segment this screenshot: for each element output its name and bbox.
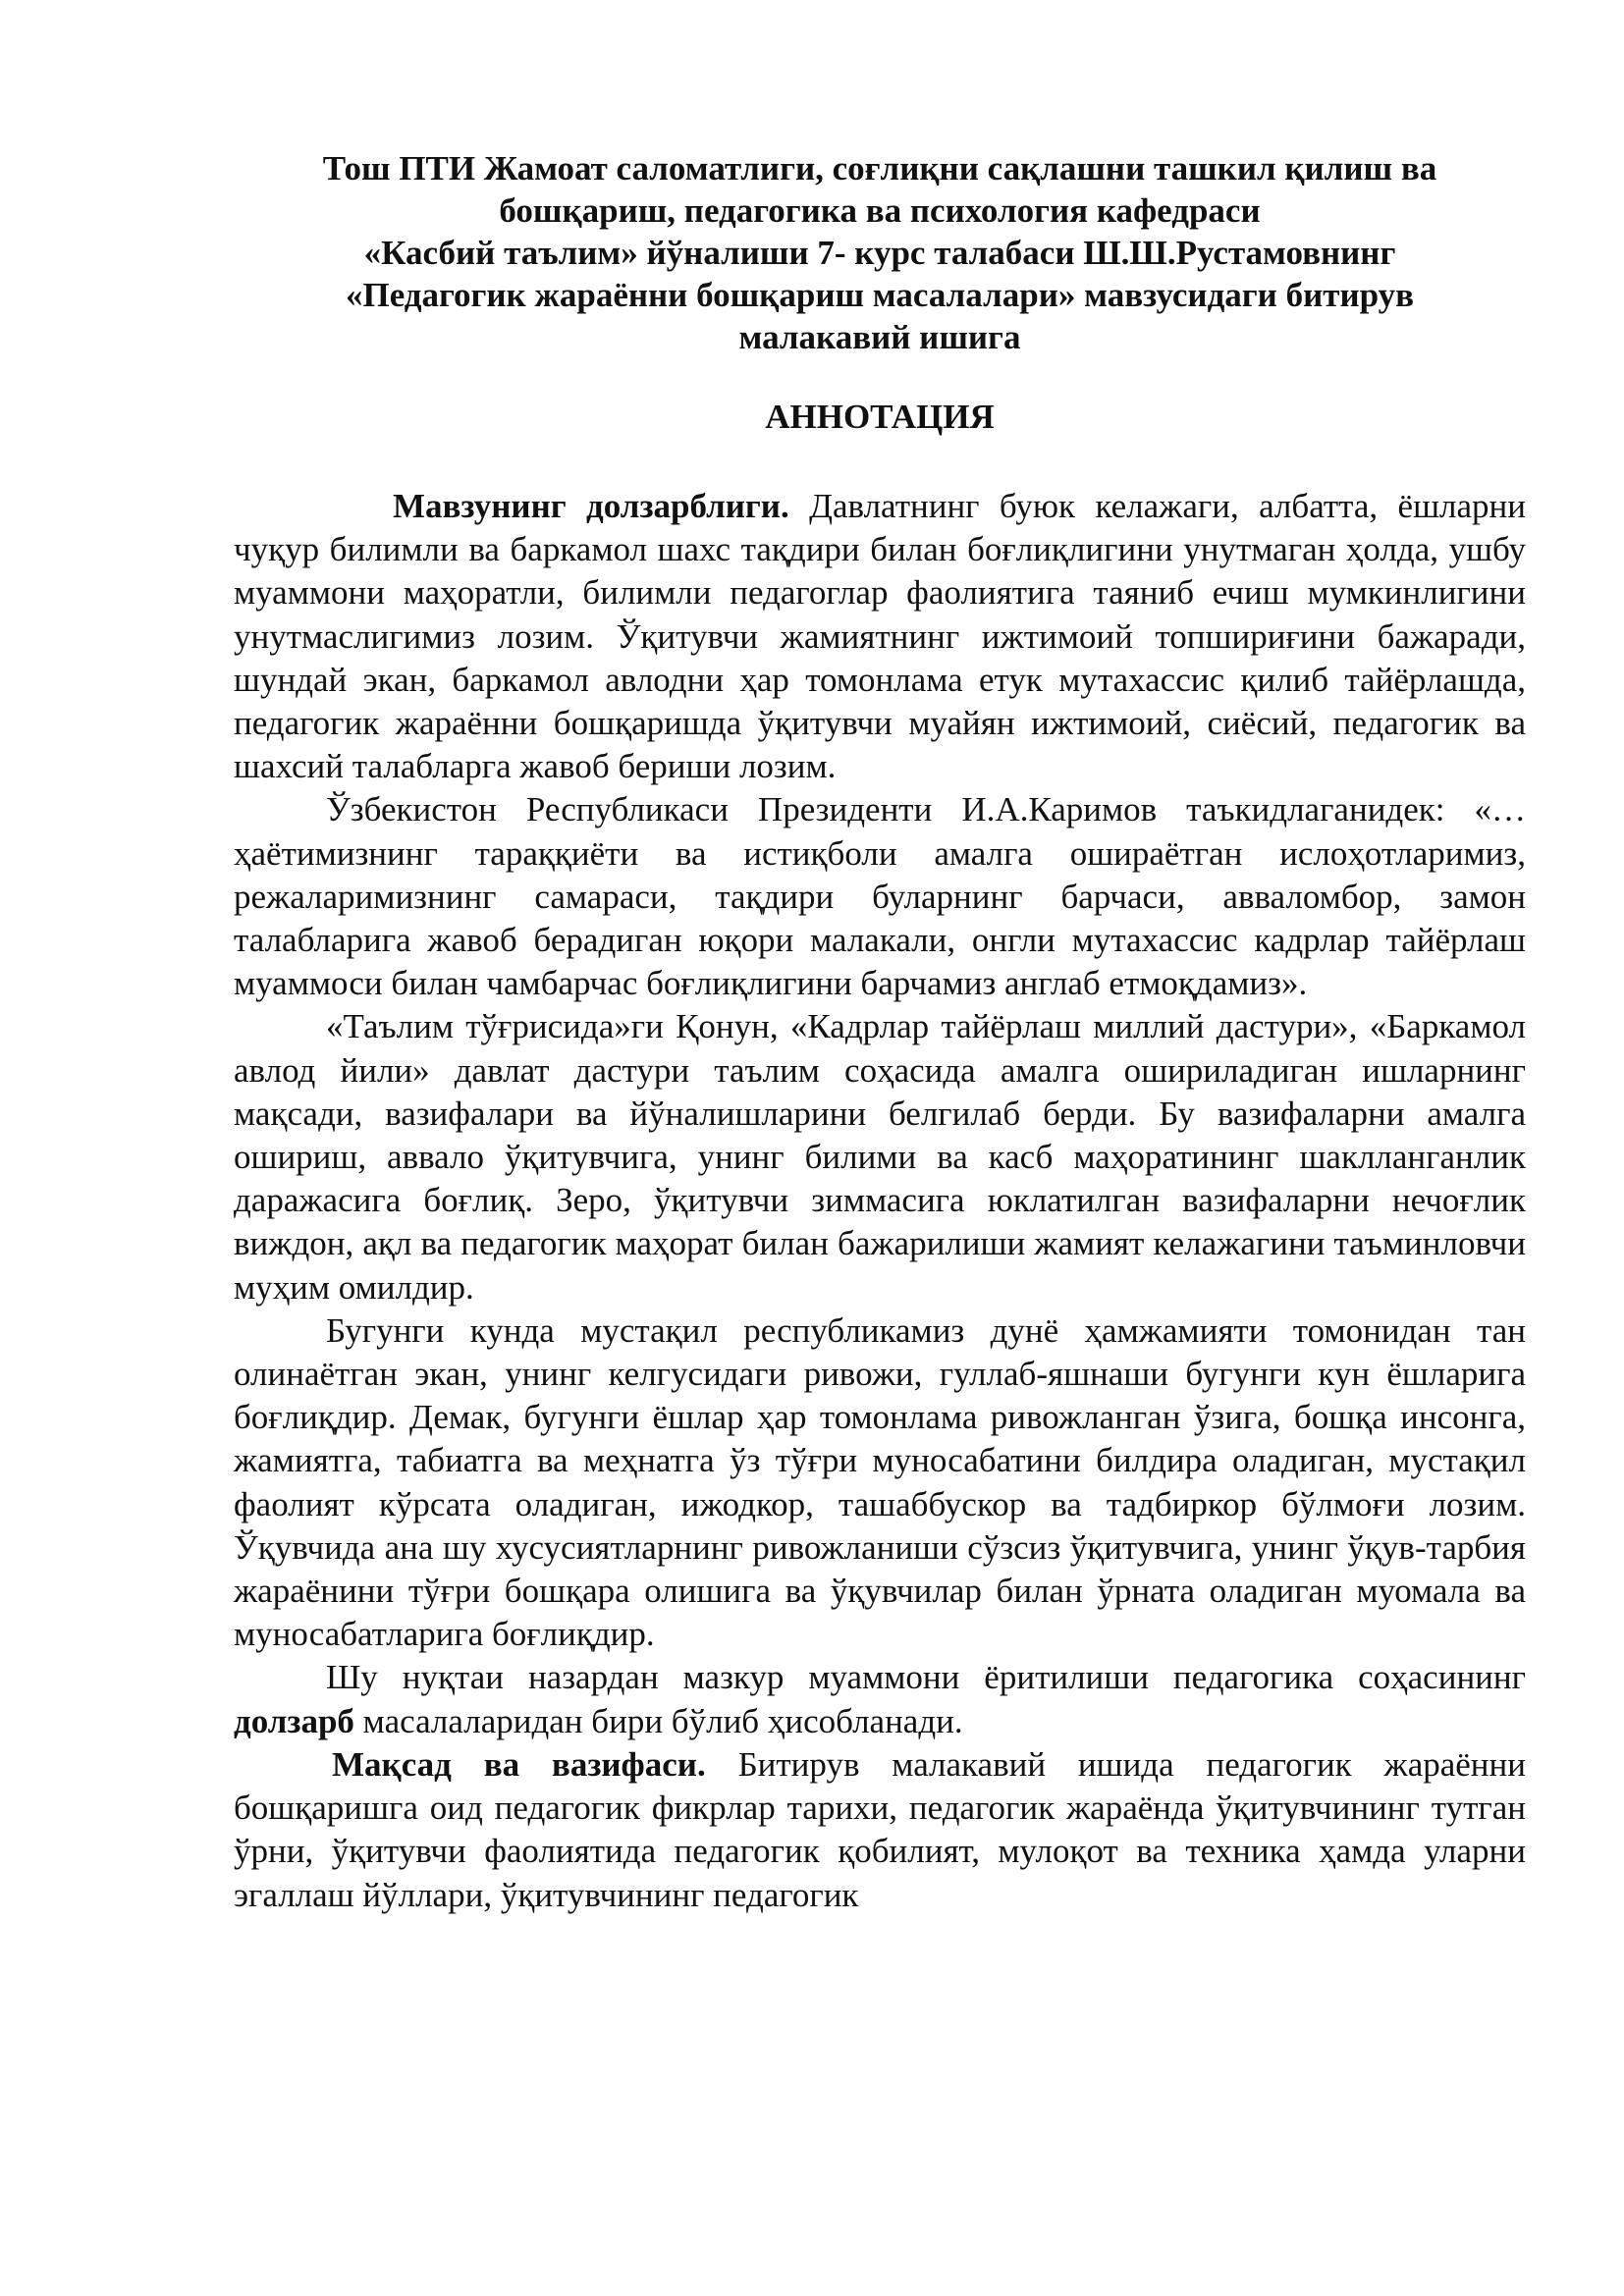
document-body — [234, 485, 1526, 1917]
paragraph-youth: Бугунги кунда мустақил республикамиз дунё ҳамжамияти томонидан тан олинаётган экан, унинг келгусидаги ривожи, гуллаб-яшнаши бугунги кун ёшларига боғлиқдир. Демак, бугунги ёшлар ҳар томонлама ривожланган ўзига, бошқа инсонга, жамиятга, табиатга ва меҳнатга ўз тўғри муносабатини билдира оладиган, мустақил фаолият кўрсата оладиган, ижодкор, ташаббускор ва тадбиркор бўлмоғи лозим. Ўқувчида ана шу хусусиятларнинг ривожланиши сўзсиз ўқитувчига, унинг ўқув-тарбия жараёнини тўғри бошқара олишига ва ўқувчилар билан ўрната оладиган муомала ва муносабатларига боғлиқдир. — [234, 1310, 1526, 1654]
header-line: Тош ПТИ Жамоат саломатлиги, соғлиқни сақлашни ташкил қилиш ва — [322, 149, 1437, 187]
paragraph-text: масалаларидан бири бўлиб ҳисобланади. — [353, 1701, 963, 1740]
paragraph-lead: Мақсад ва вазифаси. — [332, 1744, 706, 1784]
header-line: «Касбий таълим» йўналиши 7- курс талабаси Ш.Ш.Рустамовнинг — [363, 234, 1396, 272]
paragraph-laws: «Таълим тўғрисида»ги Қонун, «Кадрлар тайёрлаш миллий дастури», «Баркамол авлод йили» давлат дастури таълим соҳасида амалга ошириладиган ишларнинг мақсади, вазифалари ва йўналишларини белгилаб берди. Бу вазифаларни амалга ошириш, аввало ўқитувчига, унинг билими ва касб маҳоратининг шаклланганлик даражасига боғлиқ. Зеро, ўқитувчи зиммасига юклатилган вазифаларни нечоғлик виждон, ақл ва педагогик маҳорат билан бажарилиши жамият келажагини таъминловчи муҳим омилдир. — [234, 1007, 1526, 1307]
document-page — [234, 147, 1526, 1917]
header-line: малакавий ишига — [738, 318, 1021, 356]
header-line: «Педагогик жараённи бошқариш масалалари» мавзусидаги битирув — [345, 276, 1415, 314]
header-line: бошқариш, педагогика ва психология кафедраси — [499, 191, 1261, 230]
paragraph-goals — [234, 1743, 1526, 1917]
paragraph-text: Битирув малакавий ишида педагогик жараённи бошқаришга оид педагогик фикрлар тарихи, педагогик жараёнда ўқитувчининг тутган ўрни, ўқитувчи фаолиятида педагогик қобилият, мулоқот ва техника ҳамда уларни эгаллаш йўллари, ўқитувчининг педагогик — [234, 1744, 1526, 1914]
paragraph-president-quote: Ўзбекистон Республикаси Президенти И.А.Каримов таъкидлаганидек: «…ҳаётимизнинг тараққиёти ва истиқболи амалга ошираётган ислоҳотларимиз, режаларимизнинг самараси, тақдири буларнинг барчаси, авваломбор, замон талабларига жавоб берадиган юқори малакали, онгли мутахассис кадрлар тайёрлаш муаммоси билан чамбарчас боғлиқлигини барчамиз англаб етмоқдамиз». — [234, 790, 1526, 1003]
paragraph-relevance — [234, 485, 1526, 788]
paragraph-conclusion — [234, 1656, 1526, 1742]
paragraph-text: Шу нуқтаи назардан мазкур муаммони ёритилиши педагогика соҳасининг — [326, 1658, 1526, 1697]
paragraph-bold-word: долзарб — [234, 1701, 354, 1740]
paragraph-lead: Мавзунинг долзарблиги. — [393, 487, 789, 525]
paragraph-text: Давлатнинг буюк келажаги, албатта, ёшларни чуқур билимли ва баркамол шахс тақдири билан боғлиқлигини унутмаган ҳолда, ушбу муаммони маҳоратли, билимли педагоглар фаолиятига таяниб ечиш мумкинлигини унутмаслигимиз лозим. Ўқитувчи жамиятнинг ижтимоий топшириғини бажаради, шундай экан, баркамол авлодни ҳар томонлама етук мутахассис қилиб тайёрлашда, педагогик жараённи бошқаришда ўқитувчи муайян ижтимоий, сиёсий, педагогик ва шахсий талабларга жавоб бериши лозим. — [234, 487, 1526, 786]
annotation-title: АННОТАЦИЯ — [765, 398, 995, 436]
document-header — [234, 147, 1526, 358]
